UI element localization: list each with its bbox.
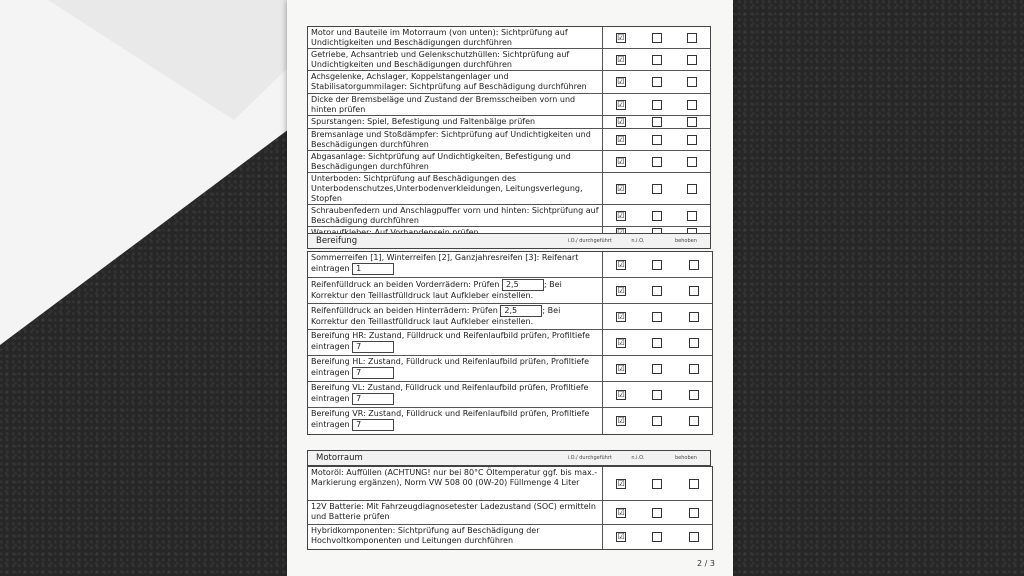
check-nio[interactable] <box>652 157 662 167</box>
check-io[interactable]: ☑ <box>617 183 625 193</box>
col-behoben-label: behoben <box>675 455 697 461</box>
section-title: Motorraum <box>316 453 363 463</box>
check-nio[interactable] <box>652 117 662 127</box>
check-io[interactable]: ☑ <box>617 311 625 321</box>
motorraum-header <box>307 450 711 466</box>
check-behoben[interactable] <box>689 286 699 296</box>
table-row <box>308 173 710 205</box>
check-io[interactable]: ☑ <box>617 285 625 295</box>
check-behoben[interactable] <box>689 390 699 400</box>
check-io[interactable]: ☑ <box>617 210 625 220</box>
row-description: Sommerreifen [1], Winterreifen [2], Ganzjahresreifen [3]: Reifenart eintragen 1 <box>308 252 603 277</box>
check-behoben[interactable] <box>689 508 699 518</box>
check-io[interactable]: ☑ <box>617 99 625 109</box>
table-row <box>308 94 710 116</box>
check-nio[interactable] <box>652 100 662 110</box>
check-behoben[interactable] <box>689 364 699 374</box>
table-row <box>308 304 712 330</box>
value-field[interactable]: 1 <box>352 263 394 275</box>
check-io[interactable]: ☑ <box>617 32 625 42</box>
table-row <box>308 525 712 549</box>
check-io[interactable]: ☑ <box>617 156 625 166</box>
check-behoben[interactable] <box>689 479 699 489</box>
table-row <box>308 49 710 71</box>
check-behoben[interactable] <box>689 338 699 348</box>
row-description: Bremsanlage und Stoßdämpfer: Sichtprüfung auf Undichtigkeiten und Beschädigungen durchführen <box>308 129 603 150</box>
inspection-document <box>287 0 733 576</box>
value-field[interactable]: 7 <box>352 341 394 353</box>
table-row <box>308 27 710 49</box>
check-io[interactable]: ☑ <box>617 416 625 425</box>
row-description: Spurstangen: Spiel, Befestigung und Faltenbälge prüfen <box>308 116 603 128</box>
check-io[interactable]: ☑ <box>617 77 625 86</box>
check-behoben[interactable] <box>687 55 697 65</box>
check-behoben[interactable] <box>687 184 697 194</box>
check-nio[interactable] <box>652 532 662 542</box>
underbody-table <box>307 26 711 240</box>
check-nio[interactable] <box>652 416 662 426</box>
col-behoben-label: behoben <box>675 238 697 244</box>
row-description: Schraubenfedern und Anschlagpuffer vorn und hinten: Sichtprüfung auf Beschädigung durchführen <box>308 205 603 226</box>
value-field[interactable]: 7 <box>352 393 394 405</box>
check-behoben[interactable] <box>689 312 699 322</box>
table-row <box>308 71 710 94</box>
row-description: Motor und Bauteile im Motorraum (von unten): Sichtprüfung auf Undichtigkeiten und Beschädigungen durchführen <box>308 27 603 48</box>
motorraum-table <box>307 466 713 550</box>
check-nio[interactable] <box>652 286 662 296</box>
table-row <box>308 501 712 525</box>
check-behoben[interactable] <box>687 100 697 110</box>
table-row <box>308 330 712 356</box>
row-description: Motoröl: Auffüllen (ACHTUNG! nur bei 80°C Öltemperatur ggf. bis max.-Markierung ergänzen), Norm VW 508 00 (0W-20) Füllmenge 4 Liter <box>308 467 603 500</box>
check-behoben[interactable] <box>689 260 699 270</box>
check-nio[interactable] <box>652 312 662 322</box>
check-nio[interactable] <box>652 508 662 518</box>
check-nio[interactable] <box>652 260 662 270</box>
check-io[interactable]: ☑ <box>617 478 625 488</box>
row-description: 12V Batterie: Mit Fahrzeugdiagnosetester Ladezustand (SOC) ermitteln und Batterie prüfen <box>308 501 603 524</box>
row-description: Bereifung VL: Zustand, Fülldruck und Reifenlaufbild prüfen, Profiltiefe eintragen 7 <box>308 382 603 407</box>
check-nio[interactable] <box>652 55 662 65</box>
value-field[interactable]: 7 <box>352 419 394 431</box>
check-behoben[interactable] <box>689 532 699 542</box>
table-row <box>308 129 710 151</box>
check-io[interactable]: ☑ <box>617 54 625 64</box>
check-nio[interactable] <box>652 184 662 194</box>
check-behoben[interactable] <box>687 135 697 145</box>
check-io[interactable]: ☑ <box>617 532 625 541</box>
check-io[interactable]: ☑ <box>617 363 625 373</box>
check-behoben[interactable] <box>689 416 699 426</box>
table-row <box>308 467 712 501</box>
check-nio[interactable] <box>652 77 662 87</box>
check-nio[interactable] <box>652 338 662 348</box>
check-io[interactable]: ☑ <box>617 259 625 269</box>
row-description: Getriebe, Achsantrieb und Gelenkschutzhüllen: Sichtprüfung auf Undichtigkeiten und Beschädigungen durchführen <box>308 49 603 70</box>
row-description: Bereifung HL: Zustand, Fülldruck und Reifenlaufbild prüfen, Profiltiefe eintragen 7 <box>308 356 603 381</box>
table-row <box>308 116 710 129</box>
check-nio[interactable] <box>652 479 662 489</box>
value-field[interactable]: 2,5 <box>500 305 542 317</box>
row-description: Unterboden: Sichtprüfung auf Beschädigungen des Unterbodenschutzes,Unterbodenverkleidungen, Leitungsverlegung, Stopfen <box>308 173 603 204</box>
row-description: Abgasanlage: Sichtprüfung auf Undichtigkeiten, Befestigung und Beschädigungen durchführen <box>308 151 603 172</box>
row-description: Hybridkomponenten: Sichtprüfung auf Beschädigung der Hochvoltkomponenten und Leitungen durchführen <box>308 525 603 549</box>
row-description: Dicke der Bremsbeläge und Zustand der Bremsscheiben vorn und hinten prüfen <box>308 94 603 115</box>
row-description: Bereifung HR: Zustand, Fülldruck und Reifenlaufbild prüfen, Profiltiefe eintragen 7 <box>308 330 603 355</box>
value-field[interactable]: 2,5 <box>502 279 544 291</box>
check-nio[interactable] <box>652 364 662 374</box>
table-row <box>308 356 712 382</box>
bereifung-header <box>307 233 711 249</box>
col-io-label: i.O./ durchgeführt <box>567 455 612 461</box>
bereifung-table <box>307 251 713 435</box>
check-nio[interactable] <box>652 211 662 221</box>
check-nio[interactable] <box>652 390 662 400</box>
col-nio-label: n.i.O. <box>631 238 645 244</box>
page-number: 2 / 3 <box>697 559 715 568</box>
check-behoben[interactable] <box>687 157 697 167</box>
value-field[interactable]: 7 <box>352 367 394 379</box>
check-behoben[interactable] <box>687 33 697 43</box>
check-behoben[interactable] <box>687 117 697 127</box>
row-description: Bereifung VR: Zustand, Fülldruck und Reifenlaufbild prüfen, Profiltiefe eintragen 7 <box>308 408 603 434</box>
table-row <box>308 382 712 408</box>
table-row <box>308 252 712 278</box>
table-row <box>308 278 712 304</box>
check-nio[interactable] <box>652 33 662 43</box>
check-behoben[interactable] <box>687 211 697 221</box>
row-description: Reifenfülldruck an beiden Hinterrädern: Prüfen 2,5 ; Bei Korrektur den Teillastfülldruck laut Aufkleber einstellen. <box>308 304 603 329</box>
check-io[interactable]: ☑ <box>617 507 625 517</box>
row-description: Reifenfülldruck an beiden Vorderrädern: Prüfen 2,5 ; Bei Korrektur den Teillastfülldruck laut Aufkleber einstellen. <box>308 278 603 303</box>
row-description: Achsgelenke, Achslager, Koppelstangenlager und Stabilisatorgummilager: Sichtprüfung auf Beschädigung durchführen <box>308 71 603 93</box>
section-title: Bereifung <box>316 236 358 246</box>
col-io-label: i.O./ durchgeführt <box>567 238 612 244</box>
check-io[interactable]: ☑ <box>617 337 625 347</box>
check-nio[interactable] <box>652 135 662 145</box>
col-nio-label: n.i.O. <box>631 455 645 461</box>
table-row <box>308 408 712 434</box>
table-row <box>308 151 710 173</box>
table-row <box>308 205 710 227</box>
check-io[interactable]: ☑ <box>617 134 625 144</box>
check-io[interactable]: ☑ <box>617 117 625 126</box>
check-io[interactable]: ☑ <box>617 389 625 399</box>
check-behoben[interactable] <box>687 77 697 87</box>
